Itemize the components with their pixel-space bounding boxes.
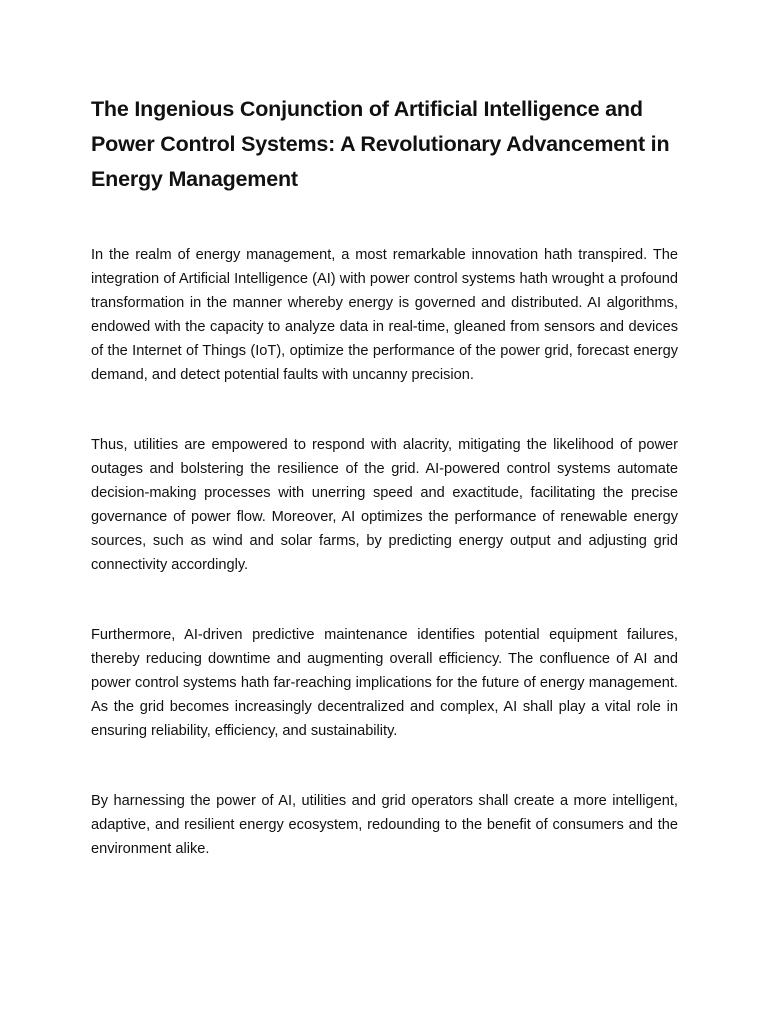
paragraph-1: In the realm of energy management, a most remarkable innovation hath transpired. The integration of Artificial Intelligence (AI) with power control systems hath wrought a profound transformation in the manner whereby energy is governed and distributed. AI algorithms, endowed with the capacity to analyze data in real-time, gleaned from sensors and devices of the Internet of Things (IoT), optimize the performance of the power grid, forecast energy demand, and detect potential faults with uncanny precision. xyxy=(91,247,678,383)
paragraph-3: Furthermore, AI-driven predictive maintenance identifies potential equipment failures, thereby reducing downtime and augmenting overall efficiency. The confluence of AI and power control systems hath far-reaching implications for the future of energy management. As the grid becomes increasingly decentralized and complex, AI shall play a vital role in ensuring reliability, efficiency, and sustainability. xyxy=(91,627,678,739)
paragraph-2: Thus, utilities are empowered to respond with alacrity, mitigating the likelihood of power outages and bolstering the resilience of the grid. AI-powered control systems automate decision-making processes with unerring speed and exactitude, facilitating the precise governance of power flow. Moreover, AI optimizes the performance of renewable energy sources, such as wind and solar farms, by predicting energy output and adjusting grid connectivity accordingly. xyxy=(91,437,678,573)
document-title: The Ingenious Conjunction of Artificial Intelligence and Power Control Systems: A Revolutionary Advancement in Energy Management xyxy=(91,97,670,191)
document-page xyxy=(91,92,678,907)
paragraph-4: By harnessing the power of AI, utilities and grid operators shall create a more intelligent, adaptive, and resilient energy ecosystem, redounding to the benefit of consumers and the environment alike. xyxy=(91,793,678,857)
